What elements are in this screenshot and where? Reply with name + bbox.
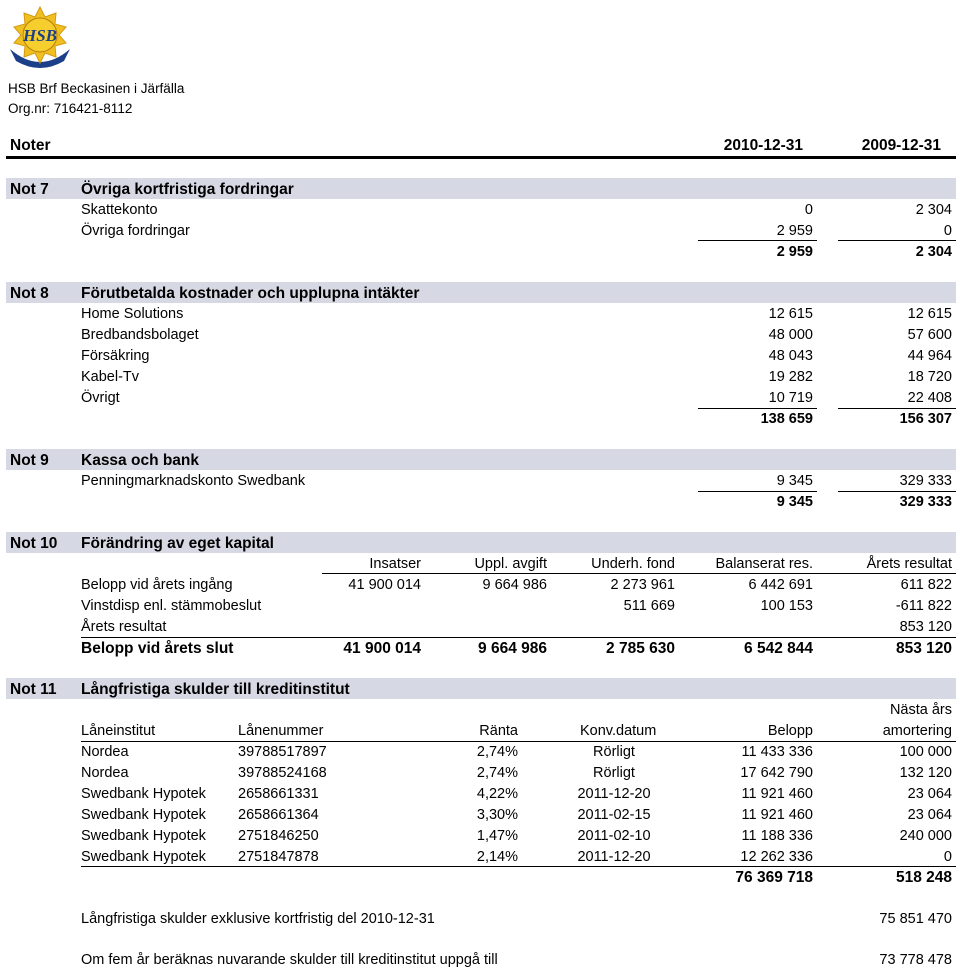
org-name: HSB Brf Beckasinen i Järfälla <box>8 81 185 96</box>
not8-row-v2: 12 615 <box>907 306 952 322</box>
not8-row-label: Övrigt <box>81 390 120 406</box>
not10-sum-line <box>81 637 956 638</box>
not10-title: Förändring av eget kapital <box>81 535 274 552</box>
not11-col-next-bottom: amortering <box>882 723 952 739</box>
not9-number: Not 9 <box>10 452 49 469</box>
not10-col-header: Balanserat res. <box>715 556 813 572</box>
not10-total-cell: 2 785 630 <box>606 640 675 657</box>
not8-row-label: Home Solutions <box>81 306 184 322</box>
not11-sum-line <box>81 866 956 867</box>
not10-col-header: Insatser <box>369 556 421 572</box>
not11-loan-amount: 11 921 460 <box>741 786 813 802</box>
not8-row-v2: 57 600 <box>907 327 952 343</box>
not7-row-label: Övriga fordringar <box>81 223 190 239</box>
not11-loan-conv: 2011-12-20 <box>577 786 651 802</box>
not11-loan-next: 132 120 <box>899 765 952 781</box>
not7-row-v2: 2 304 <box>915 202 952 218</box>
not9-total-v2: 329 333 <box>899 494 952 510</box>
not9-row-v1: 9 345 <box>776 473 813 489</box>
not10-row-label: Belopp vid årets ingång <box>81 577 233 593</box>
col-header-2010: 2010-12-31 <box>723 137 803 154</box>
not8-row-v1: 19 282 <box>768 369 813 385</box>
not7-title: Övriga kortfristiga fordringar <box>81 181 294 198</box>
not8-title: Förutbetalda kostnader och upplupna intäkter <box>81 285 420 302</box>
not8-row-label: Försäkring <box>81 348 150 364</box>
not9-sum-line <box>698 491 817 492</box>
not8-number: Not 8 <box>10 285 49 302</box>
notes-title: Noter <box>10 137 51 154</box>
not11-note1-label: Långfristiga skulder exklusive kortfristig del 2010-12-31 <box>81 911 435 927</box>
not11-loan-loan: 2658661364 <box>238 807 319 823</box>
not10-cell: 41 900 014 <box>348 577 421 593</box>
not11-loan-amount: 17 642 790 <box>740 765 813 781</box>
not11-loan-rate: 2,14% <box>476 849 518 865</box>
not11-loan-loan: 2658661331 <box>238 786 319 802</box>
not10-cell: 100 153 <box>760 598 813 614</box>
not7-total-v1: 2 959 <box>776 244 813 260</box>
not7-sum-line <box>838 240 956 241</box>
not11-loan-next: 23 064 <box>907 786 952 802</box>
not11-col-amount: Belopp <box>767 723 813 739</box>
not9-sum-line <box>838 491 956 492</box>
not8-row-label: Bredbandsbolaget <box>81 327 199 343</box>
not11-loan-conv: 2011-02-15 <box>577 807 651 823</box>
not10-total-label: Belopp vid årets slut <box>81 640 234 657</box>
not11-title: Långfristiga skulder till kreditinstitut <box>81 681 350 698</box>
hsb-logo <box>4 5 76 73</box>
not11-col-conv: Konv.datum <box>580 723 657 739</box>
not10-col-header: Årets resultat <box>866 556 952 572</box>
not11-header-line <box>81 741 956 742</box>
not7-sum-line <box>698 240 817 241</box>
org-nr: Org.nr: 716421-8112 <box>8 101 133 116</box>
not11-loan-amount: 11 921 460 <box>741 807 813 823</box>
not11-loan-amount: 11 188 336 <box>741 828 813 844</box>
not11-loan-lender: Swedbank Hypotek <box>81 849 206 865</box>
not11-loan-rate: 2,74% <box>476 765 518 781</box>
not11-note2-value: 73 778 478 <box>879 952 952 968</box>
not11-loan-lender: Nordea <box>81 765 129 781</box>
not8-row-v1: 48 000 <box>768 327 813 343</box>
not11-col-lender: Låneinstitut <box>81 723 156 739</box>
not11-col-next-top: Nästa års <box>889 702 952 718</box>
not11-loan-next: 100 000 <box>899 744 952 760</box>
not8-row-v1: 12 615 <box>768 306 813 322</box>
not11-loan-lender: Swedbank Hypotek <box>81 786 206 802</box>
not10-cell: 611 822 <box>900 577 952 593</box>
not10-total-cell: 41 900 014 <box>343 640 421 657</box>
not11-loan-conv: Rörligt <box>593 765 635 781</box>
not10-cell: 9 664 986 <box>482 577 547 593</box>
not8-total-v2: 156 307 <box>899 411 952 427</box>
not7-row-label: Skattekonto <box>81 202 158 218</box>
not10-cell: 2 273 961 <box>610 577 675 593</box>
not11-note2-label: Om fem år beräknas nuvarande skulder till kreditinstitut uppgå till <box>81 952 498 968</box>
not11-loan-rate: 2,74% <box>476 744 518 760</box>
not11-loan-lender: Swedbank Hypotek <box>81 828 206 844</box>
not11-loan-next: 240 000 <box>899 828 952 844</box>
not11-loan-rate: 3,30% <box>476 807 518 823</box>
not11-total-next: 518 248 <box>895 869 952 886</box>
not7-total-v2: 2 304 <box>915 244 952 260</box>
not8-row-label: Kabel-Tv <box>81 369 140 385</box>
not11-loan-loan: 39788524168 <box>238 765 327 781</box>
not11-loan-lender: Nordea <box>81 744 129 760</box>
logo-text: HSB <box>22 26 58 45</box>
not8-row-v2: 44 964 <box>907 348 952 364</box>
not11-loan-amount: 11 433 336 <box>741 744 813 760</box>
not7-row-v1: 2 959 <box>776 223 813 239</box>
not7-row-v1: 0 <box>804 202 813 218</box>
not10-cell: 853 120 <box>899 619 952 635</box>
not8-sum-line <box>838 408 956 409</box>
not11-loan-loan: 2751847878 <box>238 849 319 865</box>
not8-row-v1: 10 719 <box>768 390 813 406</box>
not11-loan-rate: 1,47% <box>476 828 518 844</box>
not10-number: Not 10 <box>10 535 58 552</box>
not8-total-v1: 138 659 <box>760 411 813 427</box>
not10-col-header: Uppl. avgift <box>474 556 547 572</box>
not11-total-amount: 76 369 718 <box>735 869 813 886</box>
not10-cell: -611 822 <box>895 598 952 614</box>
not10-row-label: Vinstdisp enl. stämmobeslut <box>81 598 262 614</box>
not11-loan-conv: 2011-02-10 <box>577 828 651 844</box>
not11-loan-loan: 2751846250 <box>238 828 319 844</box>
not10-col-header: Underh. fond <box>591 556 675 572</box>
not11-col-rate: Ränta <box>479 723 518 739</box>
not11-loan-lender: Swedbank Hypotek <box>81 807 206 823</box>
not11-note1-value: 75 851 470 <box>879 911 952 927</box>
not7-number: Not 7 <box>10 181 49 198</box>
not11-number: Not 11 <box>10 681 57 698</box>
not11-loan-loan: 39788517897 <box>238 744 327 760</box>
not8-row-v1: 48 043 <box>768 348 813 364</box>
not10-total-cell: 6 542 844 <box>744 640 813 657</box>
not11-col-loan: Lånenummer <box>238 723 324 739</box>
not9-title: Kassa och bank <box>81 452 200 469</box>
not11-loan-next: 23 064 <box>907 807 952 823</box>
not11-loan-next: 0 <box>943 849 952 865</box>
not8-row-v2: 22 408 <box>907 390 952 406</box>
not10-header-line <box>322 573 956 574</box>
not11-loan-rate: 4,22% <box>476 786 518 802</box>
title-underline <box>6 156 956 159</box>
not8-sum-line <box>698 408 817 409</box>
not11-loan-conv: 2011-12-20 <box>577 849 651 865</box>
not11-loan-conv: Rörligt <box>593 744 635 760</box>
not8-row-v2: 18 720 <box>907 369 952 385</box>
not7-row-v2: 0 <box>943 223 952 239</box>
not10-row-label: Årets resultat <box>81 619 167 635</box>
not11-loan-amount: 12 262 336 <box>740 849 813 865</box>
not9-total-v1: 9 345 <box>776 494 813 510</box>
col-header-2009: 2009-12-31 <box>861 137 941 154</box>
not9-row-label: Penningmarknadskonto Swedbank <box>81 473 306 489</box>
not9-row-v2: 329 333 <box>899 473 952 489</box>
not10-total-cell: 853 120 <box>895 640 952 657</box>
not10-total-cell: 9 664 986 <box>478 640 547 657</box>
not10-cell: 511 669 <box>623 598 675 614</box>
not10-cell: 6 442 691 <box>748 577 813 593</box>
